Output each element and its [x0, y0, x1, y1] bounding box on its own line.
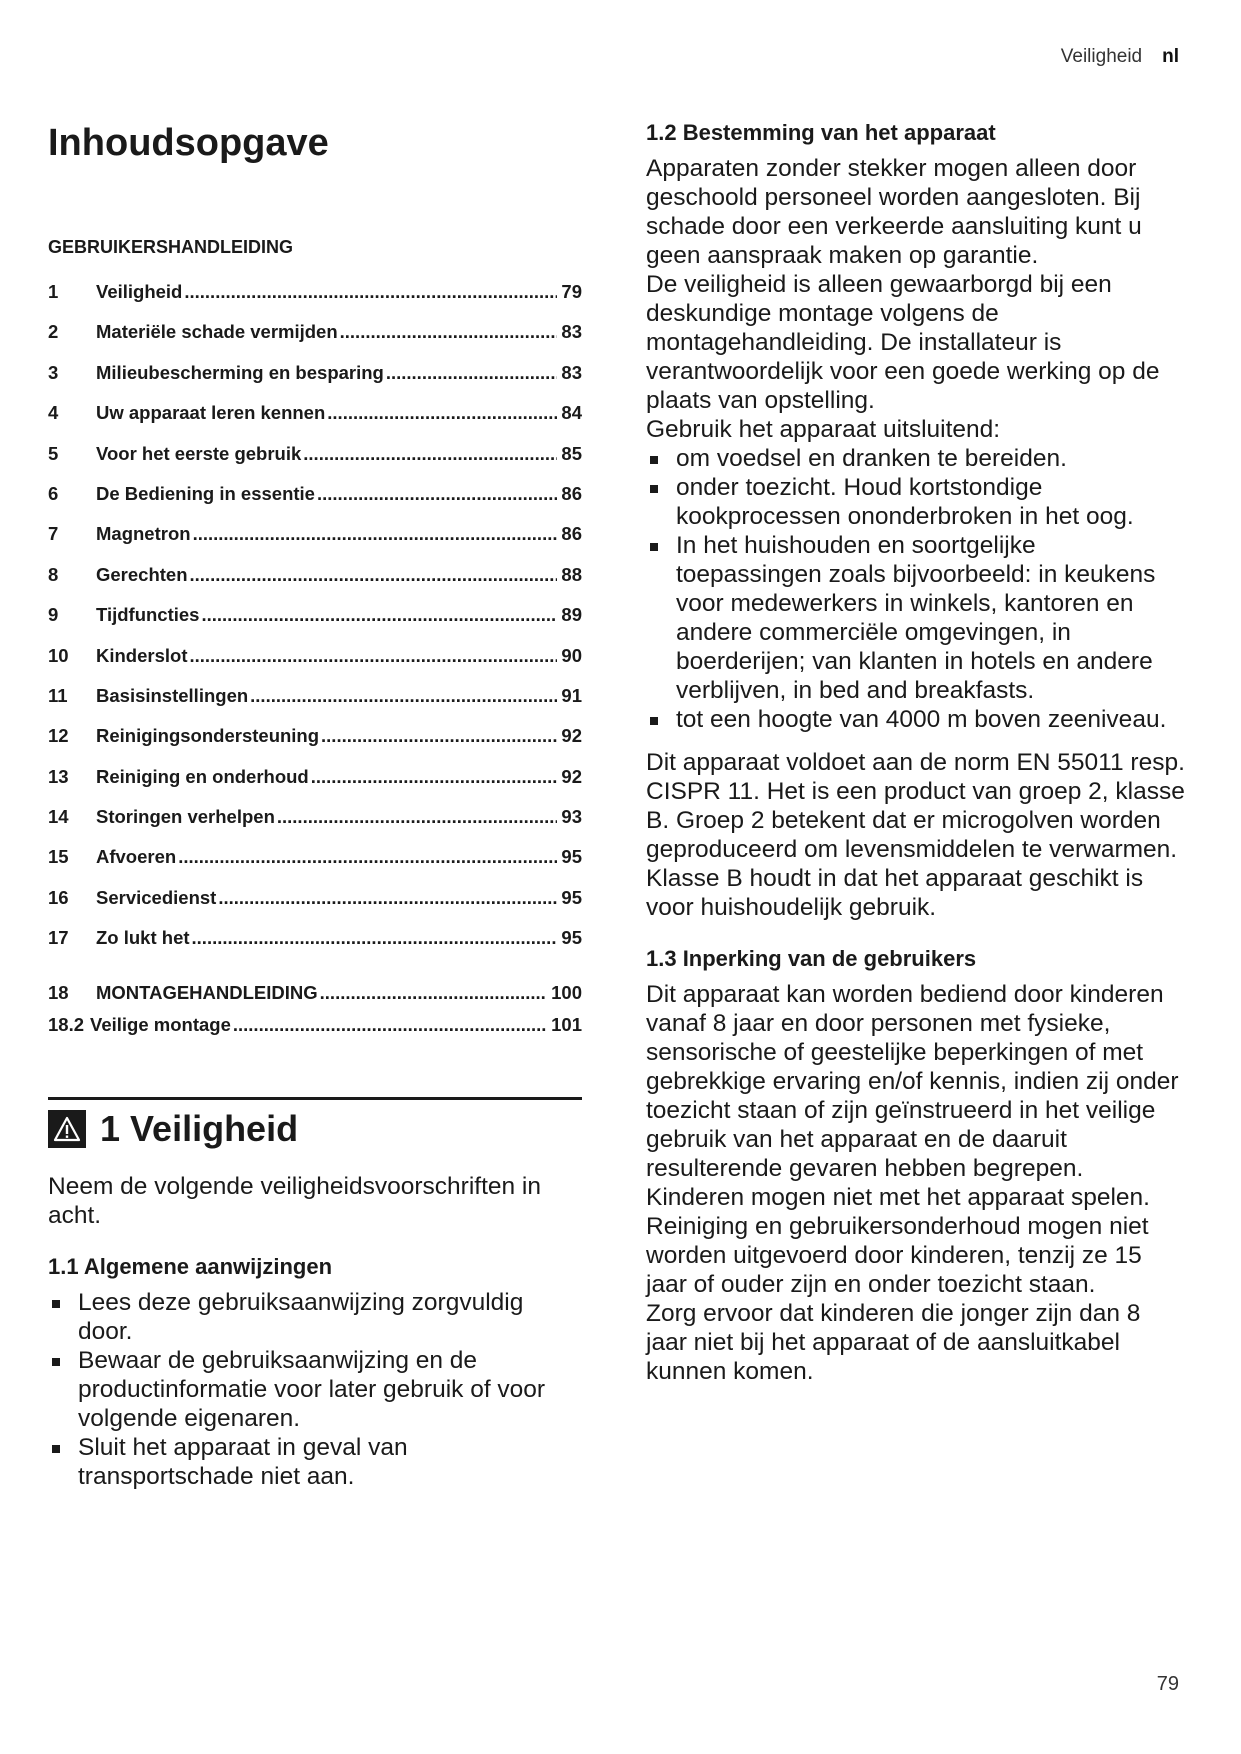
toc-num: 11 [48, 684, 68, 706]
list-item: Lees deze gebruiksaanwijzing zorgvuldig door. [48, 1288, 582, 1346]
toc-entry-4[interactable] [48, 393, 582, 433]
toc-leader [340, 312, 558, 352]
page-number: 79 [1156, 1673, 1179, 1695]
header-section: Veiligheid [1060, 46, 1143, 67]
toc-page: 91 [561, 684, 582, 706]
toc-num: 1 [48, 281, 59, 302]
toc-leader [178, 837, 557, 877]
toc-leader [327, 393, 557, 433]
toc-num: 9 [48, 604, 59, 626]
paragraph: Zorg ervoor dat kinderen die jonger zijn dan 8 jaar niet bij het apparaat of de aansluitkabel kunnen komen. [646, 1300, 1141, 1385]
toc-page: 90 [561, 644, 582, 666]
toc-label: Veilige montage [90, 1013, 231, 1035]
right-column [646, 112, 1186, 1386]
toc-entry-3[interactable] [48, 353, 582, 393]
toc-entry-17[interactable] [48, 918, 582, 958]
toc-leader [250, 676, 557, 716]
toc-num: 6 [48, 482, 59, 504]
toc-num: 16 [48, 886, 69, 908]
toc-leader [201, 595, 557, 635]
subsection-1-2-title: 1.2 Bestemming van het apparaat [646, 120, 996, 145]
toc-num: 12 [48, 725, 69, 747]
toc-leader [192, 918, 558, 958]
toc-num: 7 [48, 523, 59, 545]
subsection-1-3-title: 1.3 Inperking van de gebruikers [646, 946, 977, 971]
toc-page: 85 [561, 442, 582, 464]
toc-leader [311, 757, 558, 797]
paragraph: Reiniging en gebruikersonderhoud mogen niet worden uitgevoerd door kinderen, tenzij ze 15 jaar of ouder zijn en onder toezicht staan. [646, 1213, 1149, 1298]
toc-label: Storingen verhelpen [96, 806, 275, 828]
list-item: om voedsel en dranken te bereiden. [646, 444, 1186, 473]
bullet-list-1-2 [646, 444, 1186, 734]
section-1-heading [48, 1097, 582, 1160]
toc-entry-18-2[interactable] [48, 1009, 582, 1041]
toc-page: 93 [561, 806, 582, 828]
toc-page: 86 [561, 523, 582, 545]
toc-num: 14 [48, 806, 69, 828]
toc-leader [233, 1009, 547, 1041]
left-column [48, 112, 582, 1491]
toc-page: 95 [561, 846, 582, 868]
toc-num: 8 [48, 563, 59, 585]
toc-label: Afvoeren [96, 846, 177, 868]
toc-leader [321, 716, 557, 756]
paragraph: Dit apparaat voldoet aan de norm EN 55011 resp. CISPR 11. Het is een product van groep 2, klasse B. Groep 2 betekent dat er microgolven worden geproduceerd om levensmiddelen te verwarmen. Klasse B houdt in dat het apparaat geschikt is voor huishoudelijk gebruik. [646, 749, 1185, 921]
toc-page: 100 [551, 981, 582, 1003]
toc-num: 10 [48, 644, 69, 666]
list-item: Bewaar de gebruiksaanwijzing en de productinformatie voor later gebruik of voor volgende eigenaren. [48, 1346, 582, 1433]
toc-leader [193, 514, 558, 554]
toc-page: 101 [551, 1013, 582, 1035]
toc-leader [317, 474, 557, 514]
section-title: 1 Veiligheid [100, 1107, 299, 1149]
warning-icon [48, 1110, 86, 1148]
toc-label: Kinderslot [96, 644, 188, 666]
toc-num: 17 [48, 927, 69, 949]
toc-entry-15[interactable] [48, 837, 582, 877]
toc-spacer [48, 959, 582, 977]
toc-page: 89 [561, 604, 582, 626]
toc-num: 15 [48, 846, 69, 868]
toc-label: Servicedienst [96, 886, 217, 908]
header-language: nl [1162, 46, 1179, 67]
subsection-1-1-title: 1.1 Algemene aanwijzingen [48, 1253, 333, 1279]
running-header [1061, 46, 1179, 68]
toc-label: Veiligheid [96, 281, 183, 302]
toc-entry-13[interactable] [48, 757, 582, 797]
toc-label: Gerechten [96, 563, 188, 585]
toc-page: 92 [561, 725, 582, 747]
toc-entry-18[interactable] [48, 977, 582, 1009]
toc-page: 95 [561, 886, 582, 908]
toc-page: 88 [561, 563, 582, 585]
toc-num: 18.2 [48, 1013, 85, 1035]
toc-leader [277, 797, 558, 837]
toc-label: Materiële schade vermijden [96, 321, 338, 343]
section-intro: Neem de volgende veiligheidsvoorschriften in acht. [48, 1172, 542, 1229]
toc-entry-16[interactable] [48, 878, 582, 918]
bullet-list-1-1 [48, 1288, 582, 1491]
toc-label: Magnetron [96, 523, 191, 545]
toc-leader [320, 977, 547, 1009]
toc-label: Basisinstellingen [96, 684, 249, 706]
toc-subheading: GEBRUIKERSHANDLEIDING [48, 237, 294, 257]
toc-entry-9[interactable] [48, 595, 582, 635]
toc-page: 83 [561, 361, 582, 383]
list-item: onder toezicht. Houd kortstondige kookprocessen ononderbroken in het oog. [646, 473, 1186, 531]
toc-label: De Bediening in essentie [96, 482, 315, 504]
toc-entry-1[interactable] [48, 272, 582, 312]
toc-num: 4 [48, 402, 59, 424]
toc-entry-7[interactable] [48, 514, 582, 554]
toc-page: 83 [561, 321, 582, 343]
toc-label: Milieubescherming en besparing [96, 361, 384, 383]
toc-label: Reinigingsondersteuning [96, 725, 320, 747]
toc-entry-14[interactable] [48, 797, 582, 837]
paragraph: Gebruik het apparaat uitsluitend: [646, 416, 1001, 443]
toc-leader [218, 878, 557, 918]
toc-page: 86 [561, 482, 582, 504]
paragraph: De veiligheid is alleen gewaarborgd bij een deskundige montage volgens de montagehandleiding. De installateur is verantwoordelijk voor een goede werking op de plaats van opstelling. [646, 271, 1160, 414]
toc-entry-5[interactable] [48, 434, 582, 474]
toc-leader [386, 353, 558, 393]
toc-page: 92 [561, 765, 582, 787]
toc-entry-11[interactable] [48, 676, 582, 716]
toc-num: 5 [48, 442, 59, 464]
toc-num: 3 [48, 361, 59, 383]
paragraph: Apparaten zonder stekker mogen alleen door geschoold personeel worden aangesloten. Bij schade door een verkeerde aansluiting kunt u geen aanspraak maken op garantie. [646, 155, 1142, 269]
paragraph: Kinderen mogen niet met het apparaat spelen. [646, 1184, 1150, 1211]
toc-entry-2[interactable] [48, 312, 582, 352]
list-item: In het huishouden en soortgelijke toepassingen zoals bijvoorbeeld: in keukens voor medewerkers in winkels, kantoren en andere commerciële omgevingen, in boerderijen; van klanten in hotels en andere verblijven, in bed and breakfasts. [646, 531, 1186, 705]
toc-leader [303, 434, 557, 474]
paragraph: Dit apparaat kan worden bediend door kinderen vanaf 8 jaar en door personen met fysieke, sensorische of geestelijke beperkingen of met gebrekkige ervaring en/of kennis, indien zij onder toezicht staan of zijn geïnstrueerd in het veilige gebruik van het apparaat en de daaruit resulterende gevaren hebben begrepen. [646, 981, 1179, 1182]
toc-label: MONTAGEHANDLEIDING [96, 981, 318, 1003]
toc-leader [190, 555, 558, 595]
toc-title: Inhoudsopgave [48, 122, 329, 164]
toc-page: 95 [561, 927, 582, 949]
spacer [646, 734, 1186, 748]
toc-label: Reiniging en onderhoud [96, 765, 309, 787]
toc-label: Voor het eerste gebruik [96, 442, 302, 464]
toc-num: 18 [48, 981, 69, 1003]
list-item: tot een hoogte van 4000 m boven zeeniveau. [646, 705, 1186, 734]
toc-entry-10[interactable] [48, 636, 582, 676]
toc-leader [189, 636, 557, 676]
toc-page: 84 [561, 402, 582, 424]
toc-leader [184, 272, 557, 312]
toc-entry-12[interactable] [48, 716, 582, 756]
toc-entry-8[interactable] [48, 555, 582, 595]
toc-label: Uw apparaat leren kennen [96, 402, 326, 424]
toc-page: 79 [561, 281, 582, 302]
toc-label: Zo lukt het [96, 927, 190, 949]
toc-label: Tijdfuncties [96, 604, 200, 626]
list-item: Sluit het apparaat in geval van transportschade niet aan. [48, 1433, 582, 1491]
toc-num: 2 [48, 321, 59, 343]
toc-entry-6[interactable] [48, 474, 582, 514]
toc-num: 13 [48, 765, 69, 787]
toc-list [48, 272, 582, 1041]
